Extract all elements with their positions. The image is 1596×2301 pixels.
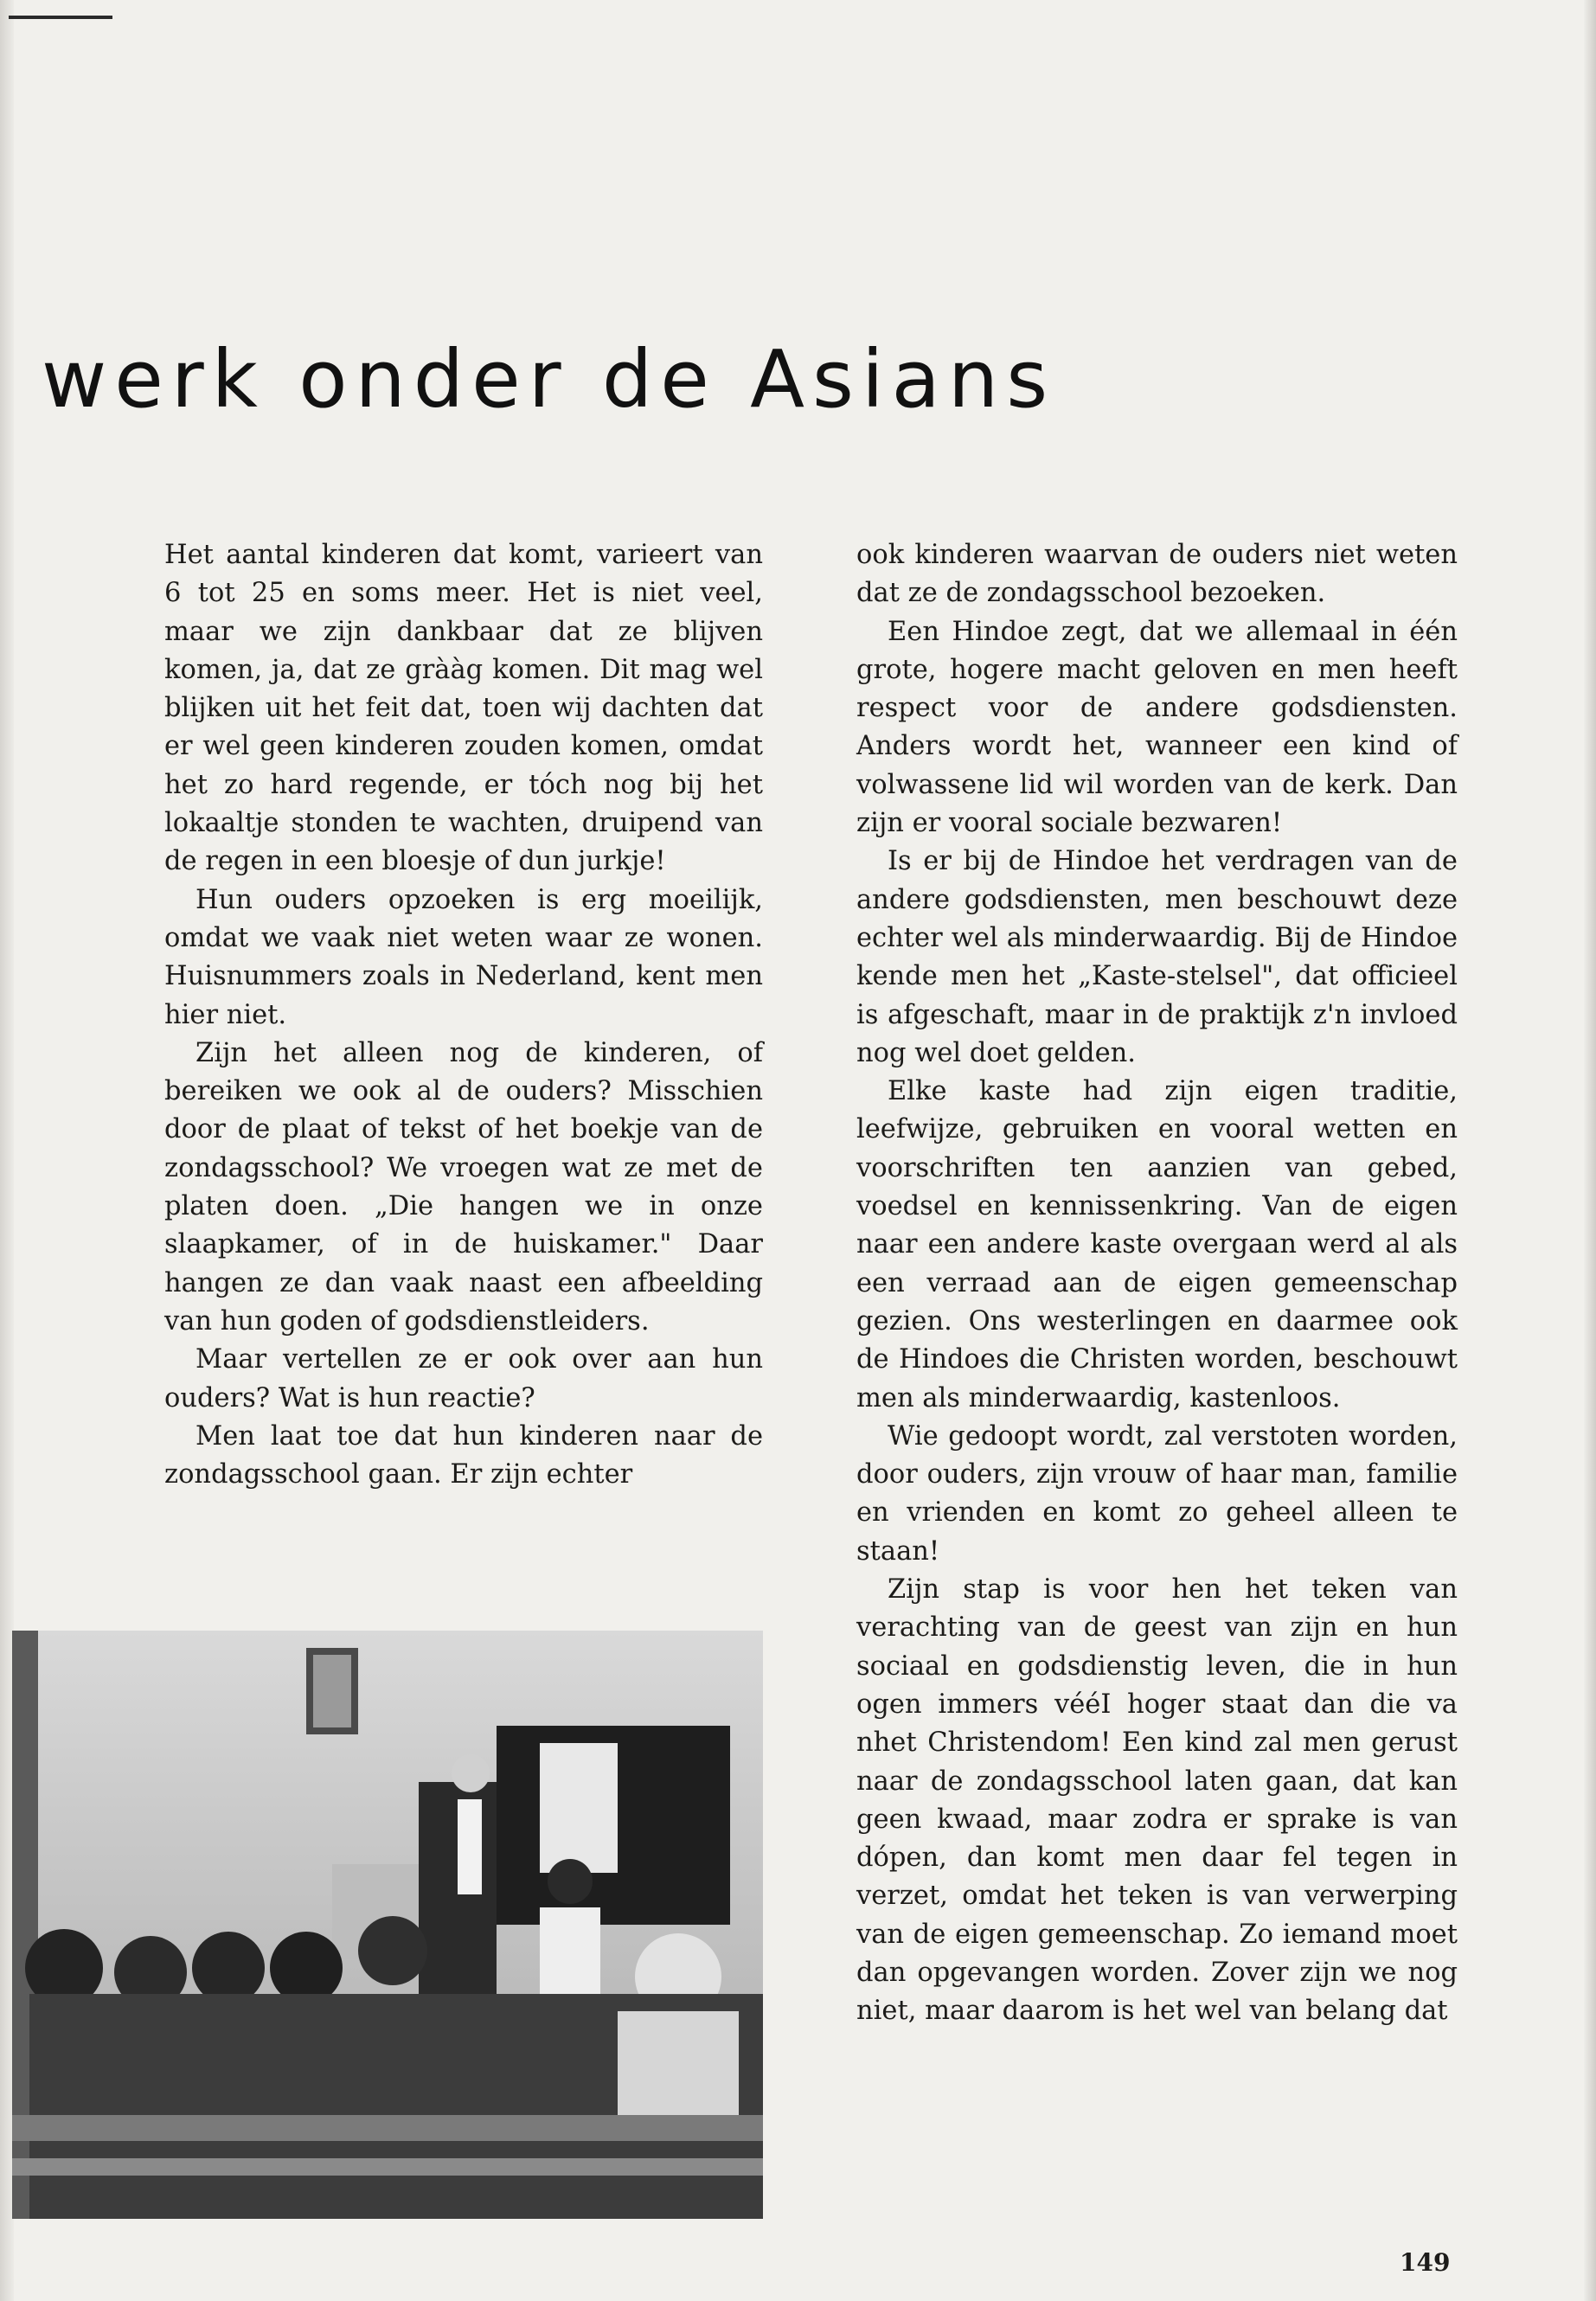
paragraph: Zijn stap is voor hen het teken van verachting van de geest van zijn en hun sociaal en godsdienstig leven, die in hun ogen immers vééI hoger staat dan die va nhet Christendom! Een kind zal men gerust naar de zondagsschool laten gaan, dat kan geen kwaad, maar zodra er sprake is van dópen, dan komt men daar fel tegen in verzet, omdat het teken is van verwerping van de eigen gemeenschap. Zo iemand moet dan opgevangen worden. Zover zijn we nog niet, maar daarom is het wel van belang dat [856, 1574, 1458, 2027]
corner-rule [9, 16, 112, 19]
article-title: werk onder de Asians [42, 333, 1056, 426]
paragraph: Het aantal kinderen dat komt, varieert van 6 tot 25 en soms meer. Het is niet veel, maar we zijn dankbaar dat ze blijven komen, ja, dat ze grààg komen. Dit mag wel blijken uit het feit dat, toen wij dachten dat er wel geen kinderen zouden komen, omdat het zo hard regende, er tóch nog bij het lokaaltje stonden te wachten, druipend van de regen in een bloesje of dun jurkje! [164, 540, 763, 877]
page-number: 149 [1400, 2248, 1451, 2277]
paragraph: Elke kaste had zijn eigen traditie, leefwijze, gebruiken en vooral wetten en voorschriften ten aanzien van gebed, voedsel en kennissenkring. Van de eigen naar een andere kaste overgaan werd al als een verraad aan de eigen gemeenschap gezien. Ons westerlingen en daarmee ook de Hindoes die Christen worden, beschouwt men als minderwaardig, kastenloos. [856, 1076, 1458, 1413]
paragraph: Men laat toe dat hun kinderen naar de zondagsschool gaan. Er zijn echter [164, 1420, 763, 1490]
paragraph: ook kinderen waarvan de ouders niet weten dat ze de zondagsschool bezoeken. [856, 540, 1458, 609]
paragraph: Maar vertellen ze er ook over aan hun ouders? Wat is hun reactie? [164, 1344, 763, 1413]
photo-illustration [12, 1631, 763, 2219]
paragraph: Hun ouders opzoeken is erg moeilijk, omdat we vaak niet weten waar ze wonen. Huisnummers zoals in Nederland, kent men hier niet. [164, 884, 763, 1030]
page-edge-shadow [1584, 0, 1596, 2301]
paragraph: Is er bij de Hindoe het verdragen van de andere godsdiensten, men beschouwt deze echter wel als minderwaardig. Bij de Hindoe kende men het „Kaste-stelsel", dat officieel is afgeschaft, maar in de praktijk z'n invloed nog wel doet gelden. [856, 846, 1458, 1068]
sunday-school-photo [12, 1631, 763, 2219]
right-text-column [856, 536, 1458, 2031]
paragraph: Zijn het alleen nog de kinderen, of bereiken we ook al de ouders? Misschien door de plaat of tekst of het boekje van de zondagsschool? We vroegen wat ze met de platen doen. „Die hangen we in onze slaapkamer, of in de huiskamer." Daar hangen ze dan vaak naast een afbeelding van hun goden of godsdienstleiders. [164, 1037, 763, 1336]
paragraph: Wie gedoopt wordt, zal verstoten worden, door ouders, zijn vrouw of haar man, familie en vrienden en komt zo geheel alleen te staan! [856, 1420, 1458, 1567]
paragraph: Een Hindoe zegt, dat we allemaal in één grote, hogere macht geloven en men heeft respect voor de andere godsdiensten. Anders wordt het, wanneer een kind of volwassene lid wil worden van de kerk. Dan zijn er vooral sociale bezwaren! [856, 616, 1458, 839]
left-text-column [164, 536, 763, 1494]
